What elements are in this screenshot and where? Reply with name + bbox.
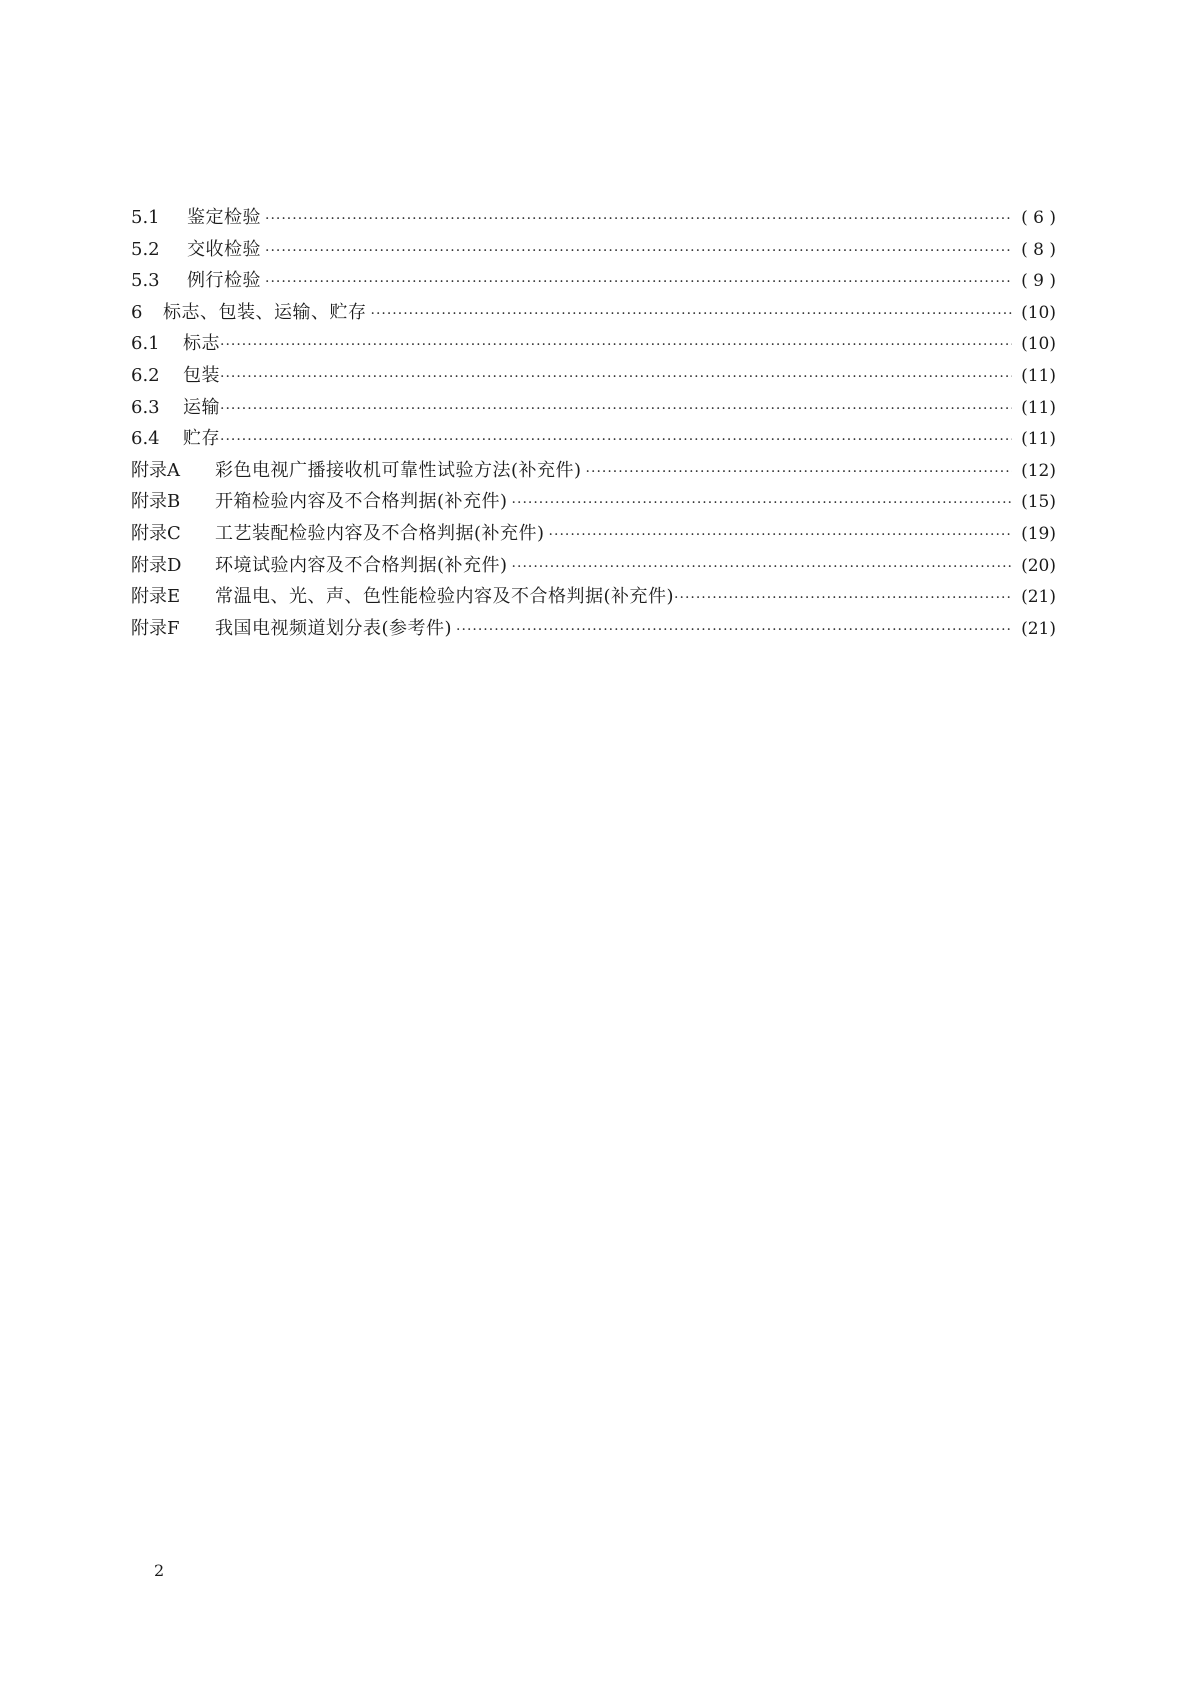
- toc-entry-title: 包装: [183, 364, 220, 386]
- toc-entry[interactable]: [131, 234, 1056, 266]
- toc-entry-number: 5.1: [131, 207, 160, 228]
- toc-entry-title: 标志、包装、运输、贮存: [163, 301, 367, 323]
- toc-entry-page: ( 9 ): [1021, 271, 1056, 292]
- toc-entry-number: 附录D: [131, 554, 182, 576]
- toc-entry-title: 开箱检验内容及不合格判据(补充件): [215, 491, 508, 513]
- toc-leader-dots: [512, 552, 1012, 584]
- toc-entry-title: 例行检验: [187, 270, 261, 292]
- toc-leader-dots: [371, 299, 1013, 331]
- toc-entry-page: (10): [1021, 334, 1056, 355]
- toc-entry[interactable]: [131, 486, 1056, 518]
- toc-entry-title: 贮存: [183, 428, 220, 450]
- toc-entry-title: 我国电视频道划分表(参考件): [215, 617, 453, 639]
- toc-entry[interactable]: [131, 550, 1056, 582]
- toc-leader-dots: [265, 236, 1012, 268]
- toc-entry-page: (11): [1021, 429, 1056, 450]
- toc-entry-page: (19): [1021, 523, 1056, 544]
- toc-entry-page: (20): [1021, 555, 1056, 576]
- toc-leader-dots: [220, 394, 1012, 426]
- toc-entry-number: 附录E: [131, 586, 181, 608]
- toc-entry[interactable]: [131, 360, 1056, 392]
- toc-entry[interactable]: [131, 392, 1056, 424]
- toc-entry[interactable]: [131, 265, 1056, 297]
- toc-entry-number: 6.1: [131, 333, 160, 355]
- toc-entry-page: (10): [1021, 302, 1056, 323]
- toc-leader-dots: [586, 457, 1012, 489]
- toc-entry-title: 鉴定检验: [187, 207, 261, 228]
- toc-entry-number: 附录B: [131, 491, 181, 513]
- toc-entry-number: 附录F: [131, 617, 180, 639]
- toc-entry-number: 5.3: [131, 270, 160, 292]
- toc-leader-dots: [220, 425, 1012, 457]
- toc-entry-page: (21): [1021, 587, 1056, 608]
- toc-entry-title: 工艺装配检验内容及不合格判据(补充件): [215, 522, 545, 544]
- toc-entry-number: 6.2: [131, 364, 160, 386]
- toc-entry-title: 标志: [183, 333, 220, 355]
- toc-entry[interactable]: [131, 328, 1056, 360]
- toc-entry-page: (11): [1021, 397, 1056, 418]
- toc-entry-number: 5.2: [131, 238, 160, 260]
- toc-entry[interactable]: [131, 518, 1056, 550]
- toc-entry[interactable]: [131, 455, 1056, 487]
- toc-entry[interactable]: [131, 202, 1056, 234]
- toc-entry-number: 附录A: [131, 459, 180, 481]
- toc-entry[interactable]: [131, 613, 1056, 645]
- toc-leader-dots: [512, 488, 1012, 520]
- toc-entry-number: 6.3: [131, 396, 160, 418]
- toc-entry-title: 环境试验内容及不合格判据(补充件): [215, 554, 508, 576]
- toc-entry-page: (21): [1021, 618, 1056, 639]
- toc-leader-dots: [456, 615, 1012, 647]
- toc-entry-title: 运输: [183, 396, 220, 418]
- toc-entry-title: 常温电、光、声、色性能检验内容及不合格判据(补充件): [215, 586, 675, 608]
- toc-leader-dots: [220, 362, 1012, 394]
- table-of-contents: [131, 202, 1056, 644]
- toc-entry-number: 附录C: [131, 522, 181, 544]
- toc-entry-page: ( 8 ): [1021, 239, 1056, 260]
- toc-entry-page: (12): [1021, 460, 1056, 481]
- toc-entry-page: (11): [1021, 365, 1056, 386]
- toc-entry[interactable]: [131, 581, 1056, 613]
- toc-entry-page: (15): [1021, 492, 1056, 513]
- toc-leader-dots: [549, 520, 1012, 552]
- toc-entry-number: 6: [131, 301, 143, 323]
- toc-entry[interactable]: [131, 297, 1056, 329]
- toc-entry-page: ( 6 ): [1021, 208, 1056, 228]
- toc-leader-dots: [220, 330, 1012, 362]
- toc-entry-title: 彩色电视广播接收机可靠性试验方法(补充件): [215, 459, 582, 481]
- toc-leader-dots: [674, 583, 1012, 615]
- toc-entry-number: 6.4: [131, 428, 160, 450]
- page-number: 2: [154, 1561, 165, 1580]
- toc-entry[interactable]: [131, 423, 1056, 455]
- toc-leader-dots: [265, 267, 1012, 299]
- toc-entry-title: 交收检验: [187, 238, 261, 260]
- toc-leader-dots: [265, 204, 1012, 236]
